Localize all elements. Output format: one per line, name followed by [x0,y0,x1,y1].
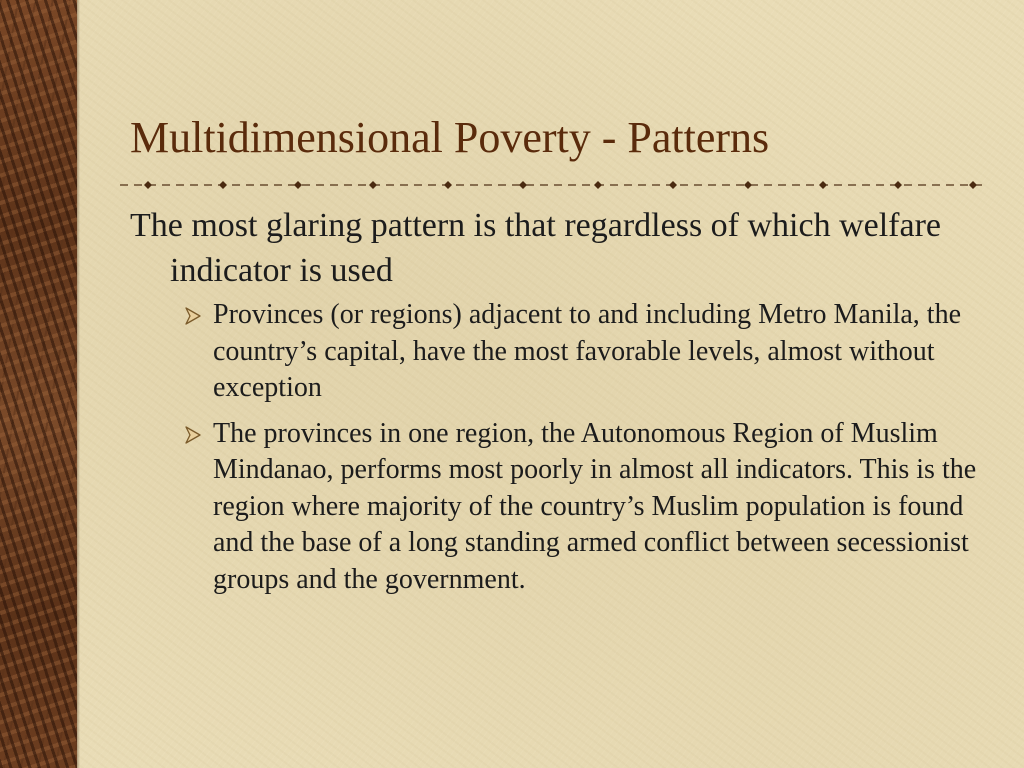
diamond-marker-icon [969,181,977,189]
wood-strip-shadow [77,0,80,768]
diamond-marker-icon [144,181,152,189]
diamond-marker-icon [219,181,227,189]
diamond-marker-icon [294,181,302,189]
diamond-marker-icon [594,181,602,189]
sub-point-item [130,297,980,407]
sub-point-text: The provinces in one region, the Autonomous Region of Muslim Mindanao, performs most poorly in almost all indicators. This is the region where majority of the country’s Muslim population is found and the base of a long standing armed conflict between secessionist groups and the government. [213,417,977,595]
main-point: The most glaring pattern is that regardless of which welfare indicator is used [130,207,942,289]
sub-point-item [130,416,980,599]
slide-body [130,203,980,607]
diamond-marker-icon [744,181,752,189]
diamond-marker-icon [519,181,527,189]
arrow-bullet-icon [183,425,203,445]
sub-point-text: Provinces (or regions) adjacent to and including Metro Manila, the country’s capital, have the most favorable levels, almost without exception [213,299,962,403]
diamond-marker-icon [444,181,452,189]
decorative-wood-strip [0,0,77,768]
slide-title: Multidimensional Poverty - Patterns [130,113,770,162]
diamond-marker-icon [669,181,677,189]
diamond-marker-icon [819,181,827,189]
title-divider [118,176,990,194]
sub-point-list [130,297,980,598]
diamond-marker-icon [894,181,902,189]
diamond-marker-icon [369,181,377,189]
arrow-bullet-icon [183,306,203,326]
